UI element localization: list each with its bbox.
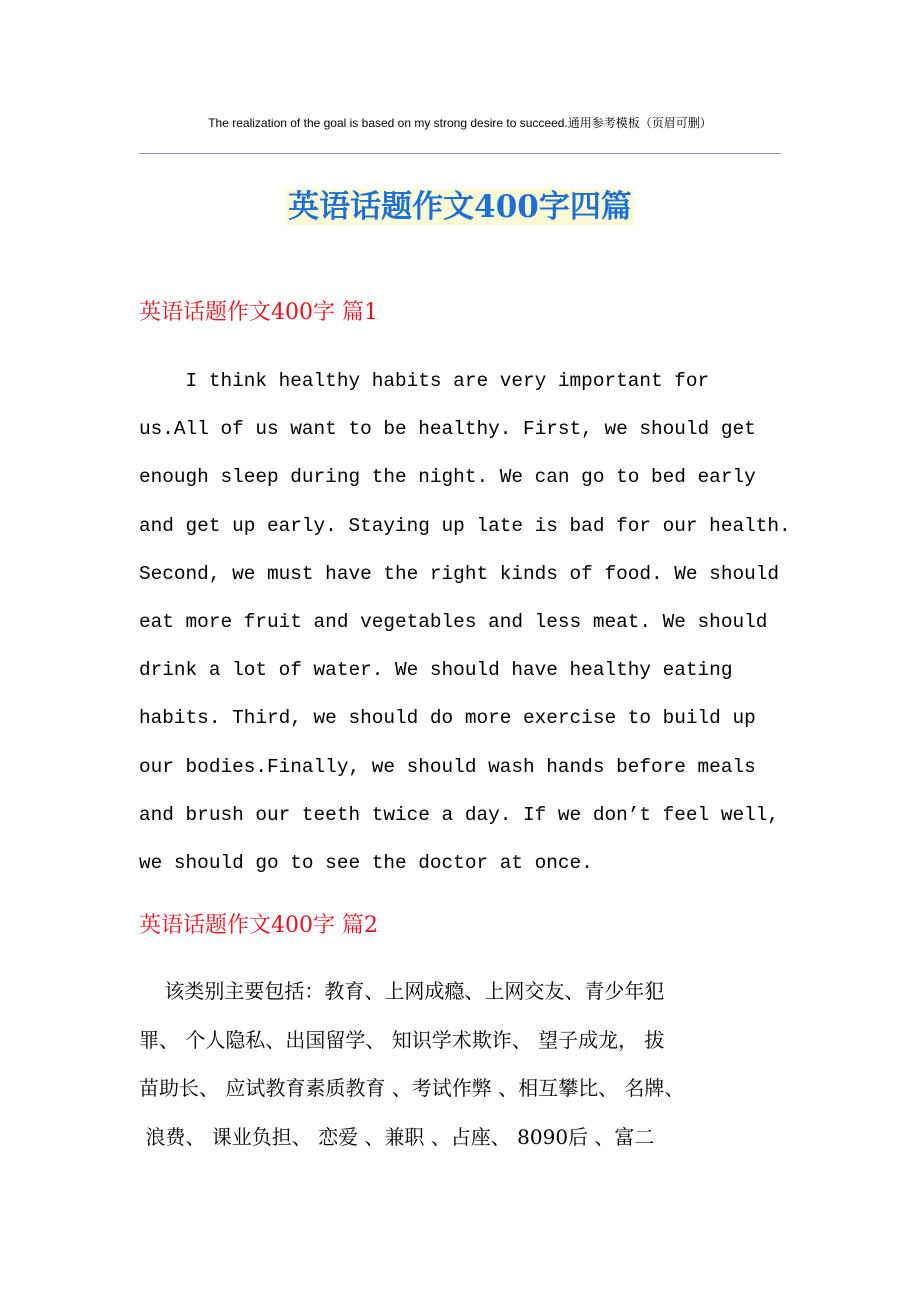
section-heading-1: 英语话题作文400字 篇1 bbox=[139, 300, 378, 325]
body-line: eat more fruit and vegetables and less meat. We should bbox=[139, 610, 768, 633]
body-line: 苗助长、 应试教育素质教育 、考试作弊 、相互攀比、 名牌、 bbox=[139, 1076, 685, 1101]
body-line: drink a lot of water. We should have healthy eating bbox=[139, 659, 733, 682]
body-line: 该类别主要包括：教育、上网成瘾、上网交友、青少年犯 bbox=[139, 979, 665, 1003]
header-divider bbox=[139, 153, 781, 154]
body-line: Second, we must have the right kinds of food. We should bbox=[139, 562, 779, 585]
body-line: 罪、 个人隐私、出国留学、 知识学术欺诈、 望子成龙， 拔 bbox=[139, 1027, 665, 1052]
section-heading-2: 英语话题作文400字 篇2 bbox=[139, 913, 378, 938]
page-header-note: The realization of the goal is based on my strong desire to succeed.通用参考模板（页眉可删） bbox=[208, 116, 712, 130]
body-line: 浪费、 课业负担、 恋爱 、兼职 、占座、 8090后 、富二 bbox=[139, 1125, 655, 1150]
document-title-text: 英语话题作文400字四篇 bbox=[288, 189, 632, 225]
body-line: we should go to see the doctor at once. bbox=[139, 851, 593, 874]
section-2-body bbox=[139, 967, 799, 1162]
body-line: and brush our teeth twice a day. If we don’t feel well, bbox=[139, 803, 779, 826]
document-title bbox=[0, 184, 920, 230]
body-line: our bodies.Finally, we should wash hands before meals bbox=[139, 755, 756, 778]
section-1-body bbox=[139, 357, 799, 887]
body-line: enough sleep during the night. We can go to bed early bbox=[139, 466, 756, 489]
body-line: habits. Third, we should do more exercise to build up bbox=[139, 707, 756, 730]
body-line: us.All of us want to be healthy. First, we should get bbox=[139, 418, 756, 441]
body-line: I think healthy habits are very important for bbox=[139, 370, 710, 392]
body-line: and get up early. Staying up late is bad for our health. bbox=[139, 514, 791, 537]
